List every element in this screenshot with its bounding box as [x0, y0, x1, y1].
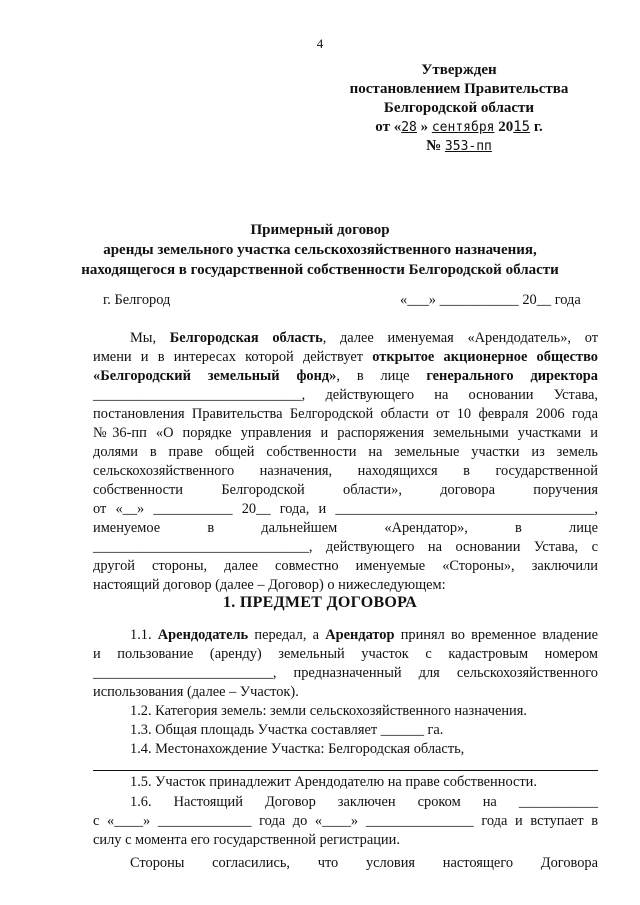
- intro-line-9: собственности Белгородской области», договора поручения: [93, 482, 598, 498]
- intro-line-4: _____________________________, действующего на основании Устава,: [93, 387, 598, 403]
- doc-title-line-3: находящегося в государственной собственности Белгородской области: [81, 262, 559, 278]
- approval-line-2: постановлением Правительства: [349, 81, 569, 97]
- intro-line-7: долями в праве общей собственности на земельные участки из земель: [93, 444, 598, 460]
- approval-date: от «28 » сентября 2015 г.: [375, 119, 543, 135]
- intro-line-3: «Белгородский земельный фонд», в лице генерального директора: [93, 368, 598, 384]
- doc-title-line-2: аренды земельного участка сельскохозяйственного назначения,: [103, 242, 537, 258]
- clause-1-6-line-3: силу с момента его государственной регистрации.: [93, 832, 400, 848]
- intro-line-6: №36-пп «О порядке управления и распоряжения земельными участками и: [93, 425, 598, 441]
- doc-title-line-1: Примерный договор: [250, 222, 390, 238]
- clause-1-5: 1.5. Участок принадлежит Арендодателю на праве собственности.: [130, 774, 537, 790]
- clause-1-4-address-line: [93, 770, 598, 771]
- clause-1-1-line-1: 1.1. Арендодатель передал, а Арендатор принял во временное владение: [130, 627, 598, 643]
- approval-number: № 353-пп: [426, 138, 492, 154]
- intro-line-8: сельскохозяйственного назначения, находящихся в государственной: [93, 463, 598, 479]
- intro-line-10: от «__» ___________ 20__ года, и ____________________________________,: [93, 501, 598, 517]
- intro-line-11: именуемое в дальнейшем «Арендатор», в лице: [93, 520, 598, 536]
- intro-line-13: другой стороны, далее совместно именуемые «Стороны», заключили: [93, 558, 598, 574]
- approval-day: 28: [401, 120, 417, 135]
- clause-1-1-line-3: _________________________, предназначенный для сельскохозяйственного: [93, 665, 598, 681]
- place: г. Белгород: [103, 292, 171, 308]
- clause-1-7-line-1: Стороны согласились, что условия настоящего Договора: [130, 855, 598, 871]
- section-1-title: 1. ПРЕДМЕТ ДОГОВОРА: [222, 594, 418, 611]
- intro-line-1: Мы, Белгородская область, далее именуемая «Арендодатель», от: [130, 330, 598, 346]
- approval-month: сентября: [431, 120, 495, 135]
- clause-1-1-line-2: и пользование (аренду) земельный участок с кадастровым номером: [93, 646, 598, 662]
- clause-1-1-line-4: использования (далее – Участок).: [93, 684, 299, 700]
- clause-1-6-line-2: с «____» _____________ года до «____» _______________ года и вступает в: [93, 813, 598, 829]
- clause-1-6-line-1: 1.6. Настоящий Договор заключен сроком на ___________: [130, 794, 598, 810]
- contract-date-blank: «___» ___________ 20__ года: [400, 292, 581, 308]
- intro-line-14: настоящий договор (далее – Договор) о нижеследующем:: [93, 577, 446, 593]
- page-number: 4: [316, 36, 324, 51]
- intro-line-2: имени и в интересах которой действует открытое акционерное общество: [93, 349, 598, 365]
- intro-line-5: постановления Правительства Белгородской области от 10 февраля 2006 года: [93, 406, 598, 422]
- approval-line-1: Утвержден: [421, 62, 497, 78]
- clause-1-2: 1.2. Категория земель: земли сельскохозяйственного назначения.: [130, 703, 527, 719]
- approval-year: 15: [513, 119, 531, 135]
- intro-line-12: ______________________________, действующего на основании Устава, с: [93, 539, 598, 555]
- clause-1-3: 1.3. Общая площадь Участка составляет ______ га.: [130, 722, 444, 738]
- approval-line-3: Белгородской области: [383, 100, 535, 116]
- approval-number-value: 353-пп: [444, 139, 492, 154]
- clause-1-4: 1.4. Местонахождение Участка: Белгородская область,: [130, 741, 465, 757]
